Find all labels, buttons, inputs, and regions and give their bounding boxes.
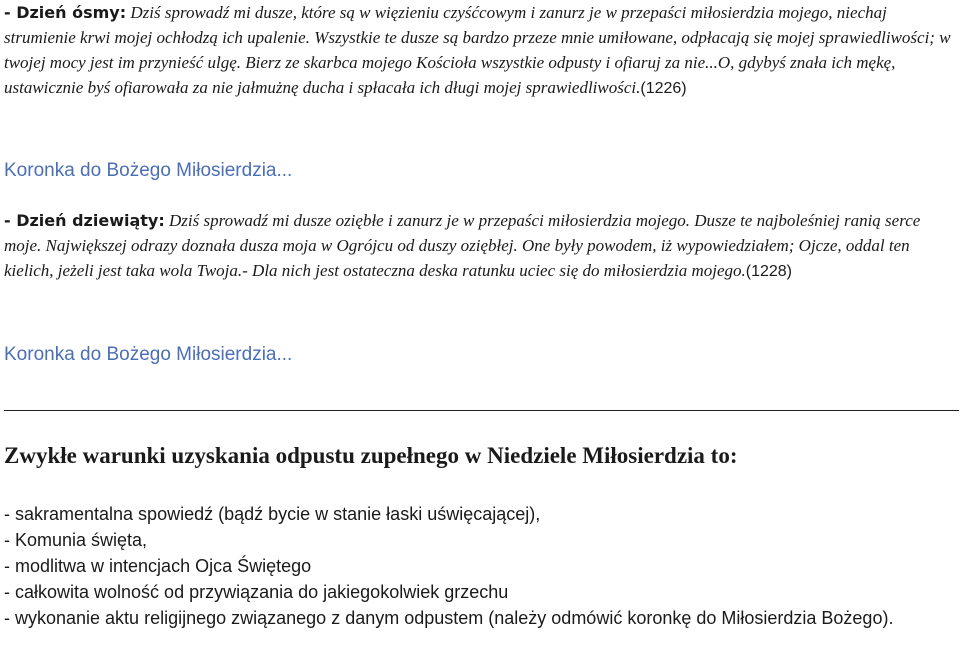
condition-item-prayer: - modlitwa w intencjach Ojca Świętego [4,556,312,576]
day-nine-quote: Dziś sprowadź mi dusze oziębłe i zanurz je w przepaści miłosierdzia mojego. Dusze te najboleśniej ranią serce moje. Największej odrazy doznała dusza moja w Ogrójcu od duszy oziębłej. One były powodem, iż wypowiedziałem; Ojcze, oddal ten kielich, jeżeli jest taka wola Twoja.- Dla nich jest ostateczna deska ratunku uciec się do miłosierdzia mojego. [4,211,921,280]
day-eight-lead: - Dzień ósmy: [4,3,127,22]
document-page [4,0,956,628]
day-eight-reference: (1226) [640,80,687,97]
chaplet-link-2[interactable]: Koronka do Bożego Miłosierdzia... [4,344,293,365]
day-nine-lead: - Dzień dziewiąty: [4,211,165,230]
day-eight-paragraph [4,0,956,101]
indulgence-conditions-heading: Zwykłe warunki uzyskania odpustu zupełnego w Niedziele Miłosierdzia to: [4,443,738,468]
condition-item-confession: - sakramentalna spowiedź (bądź bycie w stanie łaski uświęcającej), [4,504,541,524]
day-nine-paragraph [4,208,956,284]
chaplet-link-1[interactable]: Koronka do Bożego Miłosierdzia... [4,160,293,181]
horizontal-divider [4,410,959,411]
condition-item-communion: - Komunia święta, [4,530,148,550]
day-nine-reference: (1228) [745,263,792,280]
indulgence-conditions-list [4,501,956,631]
day-eight-quote: Dziś sprowadź mi dusze, które są w więzieniu czyśćcowym i zanurz je w przepaści miłosierdzia mojego, niechaj strumienie krwi mojej ochłodzą ich upalenie. Wszystkie te dusze są bardzo przeze mnie umiłowane, odpłacają się mojej sprawiedliwości; w twojej mocy jest im przynieść ulgę. Bierz ze skarbca mojego Kościoła wszystkie odpusty i ofiaruj za nie...O, gdybyś znała ich mękę, ustawicznie byś ofiarowała za nie jałmużnę ducha i spłacała ich długi mojej sprawiedliwości. [4,3,951,97]
condition-item-detachment: - całkowita wolność od przywiązania do jakiegokolwiek grzechu [4,582,509,602]
condition-item-religious-act: - wykonanie aktu religijnego związanego z danym odpustem (należy odmówić koronkę do Miłosierdzia Bożego). [4,608,894,628]
